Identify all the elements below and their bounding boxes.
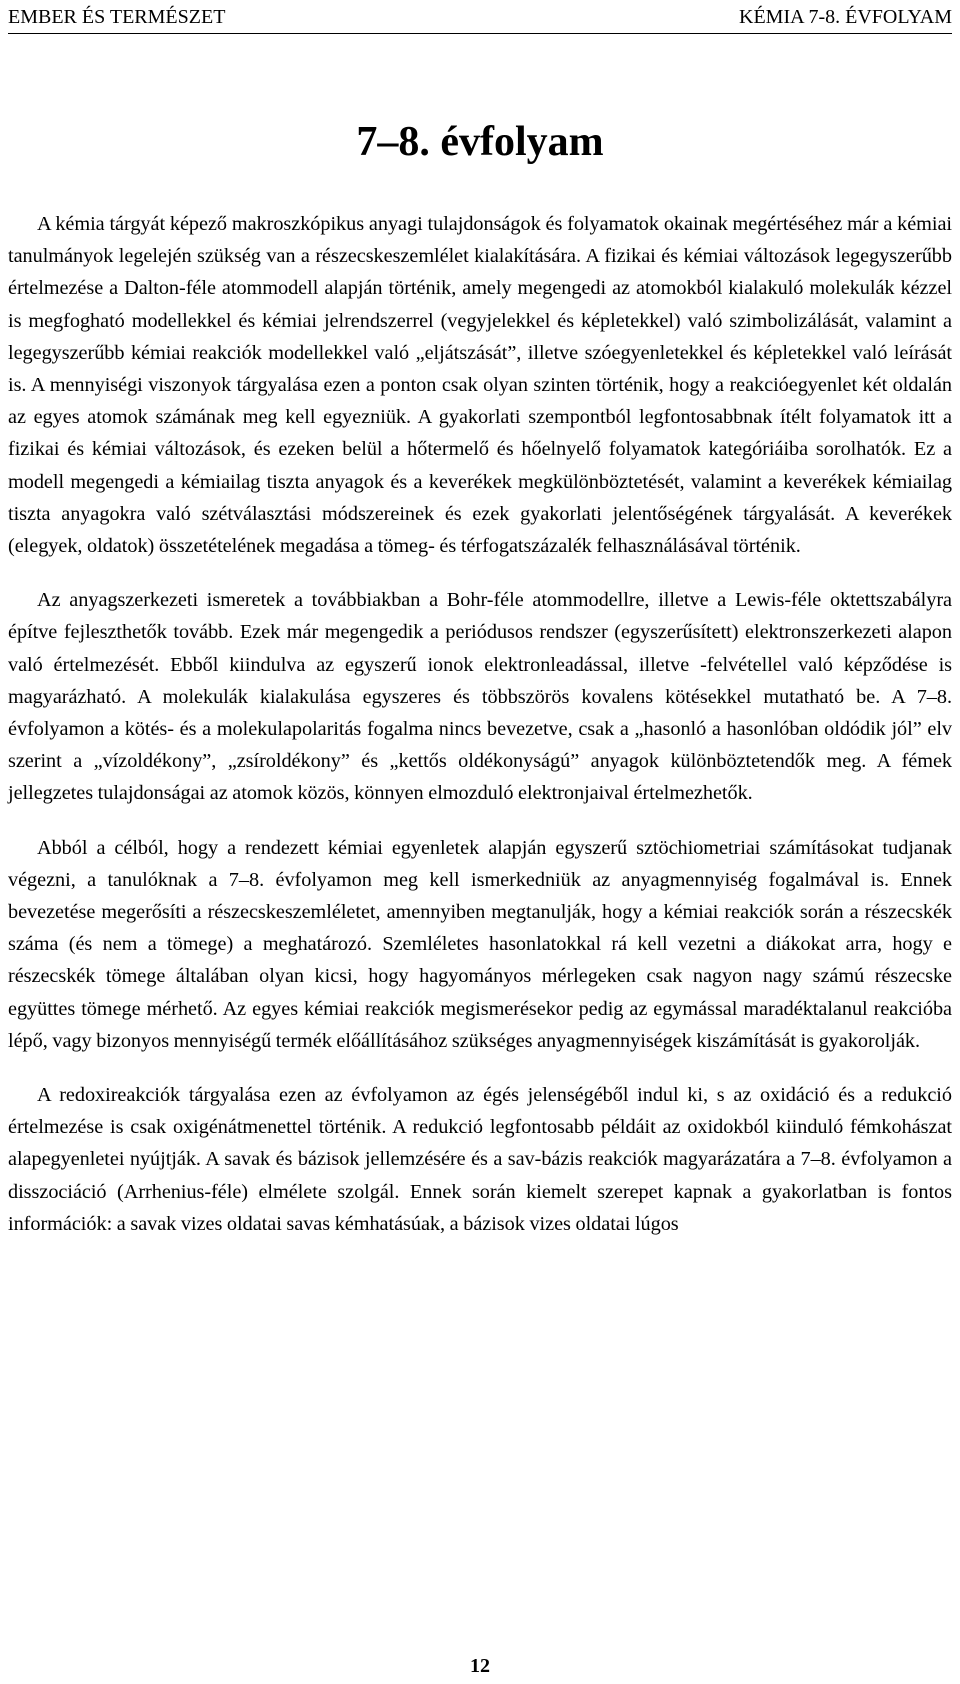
page-title: 7–8. évfolyam bbox=[356, 119, 604, 165]
running-header bbox=[8, 0, 952, 34]
paragraph-2: Az anyagszerkezeti ismeretek a továbbiakban a Bohr-féle atommodellre, illetve a Lewis-féle oktettszabályra építve fejleszthetők tovább. Ezek már megengedik a periódusos rendszer (egyszerűsített) elektronszerkezeti alapon való értelmezését. Ebből kiindulva az egyszerű ionok elektronleadással, illetve -felvétellel való képződése is magyarázható. A molekulák kialakulása egyszeres és többszörös kovalens kötésekkel mutatható be. A 7–8. évfolyamon a kötés- és a molekulapolaritás fogalma nincs bevezetve, csak a „hasonló a hasonlóban oldódik jól” elv szerint a „vízoldékony”, „zsíroldékony” és „kettős oldékonyságú” anyagok különböztetendők meg. A fémek jellegzetes tulajdonságai az atomok közös, könnyen elmozduló elektronjaival értelmezhetők. bbox=[8, 589, 952, 805]
paragraph-4: A redoxireakciók tárgyalása ezen az évfolyamon az égés jelenségéből indul ki, s az oxidáció és a redukció értelmezése is csak oxigénátmenettel történik. A redukció legfontosabb példáit az oxidokból kiinduló fémkohászat alapegyenletei nyújtják. A savak és bázisok jellemzésére és a sav-bázis reakciók magyarázatára a 7–8. évfolyamon a disszociáció (Arrhenius-féle) elmélete szolgál. Ennek során kiemelt szerepet kapnak a gyakorlatban is fontos információk: a savak vizes oldatai savas kémhatásúak, a bázisok vizes oldatai lúgos bbox=[8, 1084, 952, 1235]
header-course: KÉMIA 7-8. ÉVFOLYAM bbox=[739, 6, 952, 28]
page-number: 12 bbox=[470, 1655, 490, 1677]
header-subject: EMBER ÉS TERMÉSZET bbox=[8, 6, 226, 28]
body-text bbox=[8, 208, 952, 1262]
paragraph-1: A kémia tárgyát képező makroszkópikus anyagi tulajdonságok és folyamatok okainak megértéséhez már a kémiai tanulmányok legelején szükség van a részecskeszemlélet kialakítására. A fizikai és kémiai változások legegyszerűbb értelmezése a Dalton-féle atommodell alapján történik, amely megengedi az atomokból kialakuló molekulák kézzel is megfogható modellekkel és kémiai jelrendszerrel (vegyjelekkel és képletekkel) való szimbolizálását, valamint a legegyszerűbb kémiai reakciók modellekkel való „eljátszását”, illetve szóegyenletekkel és képletekkel való leírását is. A mennyiségi viszonyok tárgyalása ezen a ponton csak olyan szinten történik, hogy a reakcióegyenlet két oldalán az egyes atomok számának meg kell egyezniük. A gyakorlati szempontból legfontosabbnak ítélt folyamatok itt a fizikai és kémiai változások, és ezeken belül a hőtermelő és hőelnyelő folyamatok kategóriáiba sorolhatók. Ez a modell megengedi a kémiailag tiszta anyagok és a keverékek megkülönböztetését, valamint a keverékek kémiailag tiszta anyagokra való szétválasztási módszereinek és ezek gyakorlati jelentőségének tárgyalását. A keverékek (elegyek, oldatok) összetételének megadása a tömeg- és térfogatszázalék felhasználásával történik. bbox=[8, 213, 952, 558]
paragraph-3: Abból a célból, hogy a rendezett kémiai egyenletek alapján egyszerű sztöchiometriai számításokat tudjanak végezni, a tanulóknak a 7–8. évfolyamon meg kell ismerkedniük az anyagmennyiség fogalmával is. Ennek bevezetése megerősíti a részecskeszemléletet, amennyiben megtanulják, hogy a kémiai reakciók során a részecskék száma (és nem a tömege) a meghatározó. Szemléletes hasonlatokkal rá kell vezetni a diákokat arra, hogy e részecskék tömege általában olyan kicsi, hogy hagyományos mérlegeken csak nagyon nagy számú részecske együttes tömege mérhető. Az egyes kémiai reakciók megismerésekor pedig az egymással maradéktalanul reakcióba lépő, vagy bizonyos mennyiségű termék előállításához szükséges anyagmennyiségek kiszámítását is gyakorolják. bbox=[8, 836, 952, 1052]
